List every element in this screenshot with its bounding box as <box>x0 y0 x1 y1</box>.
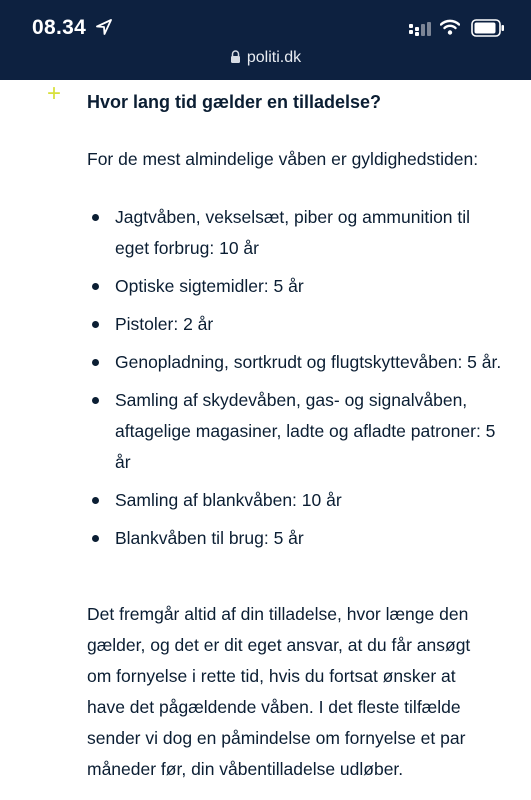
list-item: Samling af blankvåben: 10 år <box>87 485 507 516</box>
list-item: Jagtvåben, vekselsæt, piber og ammunition til eget forbrug: 10 år <box>87 202 507 264</box>
list-item: Blankvåben til brug: 5 år <box>87 523 507 554</box>
clock-time: 08.34 <box>32 16 87 39</box>
section-heading: Hvor lang tid gælder en tilladelse? <box>87 92 382 112</box>
intro-text: For de mest almindelige våben er gyldighedstiden: <box>87 149 479 169</box>
battery-icon <box>471 19 505 37</box>
plus-icon[interactable]: + <box>47 80 62 107</box>
body-paragraph: Det fremgår altid af din tilladelse, hvor længe den gælder, og det er dit eget ansvar, at du får ansøgt om fornyelse i rette tid, hvis du fortsat ønsker at have det pågældende våben. I det fleste tilfælde sender vi dog en påmindelse om fornyelse et par måneder før, din våbentilladelse udløber. <box>87 604 471 779</box>
url-bar[interactable] <box>0 49 531 67</box>
list-item: Optiske sigtemidler: 5 år <box>87 271 507 302</box>
bullet-icon <box>92 535 99 542</box>
bullet-icon <box>92 359 99 366</box>
bullet-icon <box>92 283 99 290</box>
status-bar <box>0 0 531 80</box>
bullet-icon <box>92 497 99 504</box>
bullet-icon <box>92 321 99 328</box>
list-item: Pistoler: 2 år <box>87 309 507 340</box>
validity-list <box>87 202 507 561</box>
bullet-icon <box>92 214 99 221</box>
cellular-signal-icon <box>409 22 433 36</box>
article-content <box>0 80 531 800</box>
list-item: Samling af skydevåben, gas- og signalvåben, aftagelige magasiner, ladte og afladte patroner: 5 år <box>87 385 507 478</box>
bullet-icon <box>92 397 99 404</box>
url-text: politi.dk <box>246 49 302 66</box>
list-item: Genopladning, sortkrudt og flugtskyttevåben: 5 år. <box>87 347 507 378</box>
location-arrow-icon <box>96 19 112 35</box>
lock-icon <box>230 50 241 63</box>
wifi-icon <box>440 19 460 35</box>
